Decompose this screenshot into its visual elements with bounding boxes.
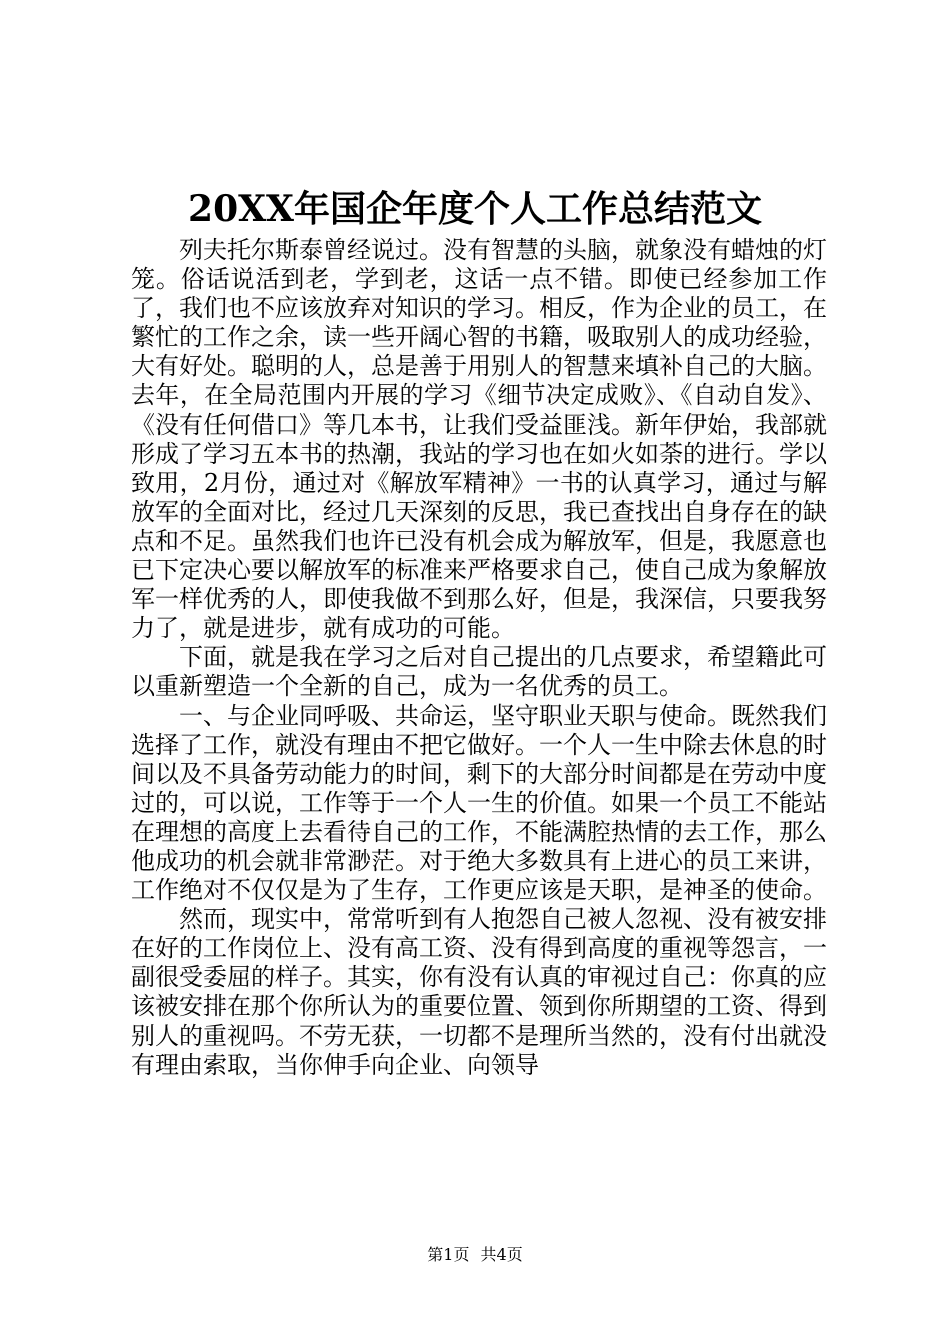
paragraph-4: 然而，现实中，常常听到有人抱怨自己被人忽视、没有被安排在好的工作岗位上、没有高工资、没有得到高度的重视等怨言，一副很受委屈的样子。其实，你有没有认真的审视过自己：你真的应该被安排在那个你所认为的重要位置、领到你所期望的工资、得到别人的重视吗。不劳无获，一切都不是理所当然的，没有付出就没有理由索取，当你伸手向企业、向领导	[131, 905, 827, 1079]
paragraph-1: 列夫托尔斯泰曾经说过。没有智慧的头脑，就象没有蜡烛的灯笼。俗话说活到老，学到老，这话一点不错。即使已经参加工作了，我们也不应该放弃对知识的学习。相反，作为企业的员工，在繁忙的工作之余，读一些开阔心智的书籍，吸取别人的成功经验，大有好处。聪明的人，总是善于用别人的智慧来填补自己的大脑。去年，在全局范围内开展的学习《细节决定成败》、《自动自发》、《没有任何借口》等几本书，让我们受益匪浅。新年伊始，我部就形成了学习五本书的热潮，我站的学习也在如火如荼的进行。学以致用，2月份，通过对《解放军精神》一书的认真学习，通过与解放军的全面对比，经过几天深刻的反思，我已查找出自身存在的缺点和不足。虽然我们也许已没有机会成为解放军，但是，我愿意也已下定决心要以解放军的标准来严格要求自己，使自己成为象解放军一样优秀的人，即使我做不到那么好，但是，我深信，只要我努力了，就是进步，就有成功的可能。	[131, 236, 827, 643]
paragraph-3: 一、与企业同呼吸、共命运，坚守职业天职与使命。既然我们选择了工作，就没有理由不把它做好。一个人一生中除去休息的时间以及不具备劳动能力的时间，剩下的大部分时间都是在劳动中度过的，可以说，工作等于一个人一生的价值。如果一个员工不能站在理想的高度上去看待自己的工作，不能满腔热情的去工作，那么他成功的机会就非常渺茫。对于绝大多数具有上进心的员工来讲，工作绝对不仅仅是为了生存，工作更应该是天职，是神圣的使命。	[131, 701, 827, 905]
document-body	[131, 236, 827, 1080]
document-title: 20XX年国企年度个人工作总结范文	[188, 188, 762, 230]
paragraph-2: 下面，就是我在学习之后对自己提出的几点要求，希望籍此可以重新塑造一个全新的自己，成为一名优秀的员工。	[131, 643, 827, 701]
page-number-current: 第1页	[427, 1245, 470, 1264]
page-footer	[0, 1244, 950, 1266]
page-number-total: 共4页	[480, 1245, 523, 1264]
